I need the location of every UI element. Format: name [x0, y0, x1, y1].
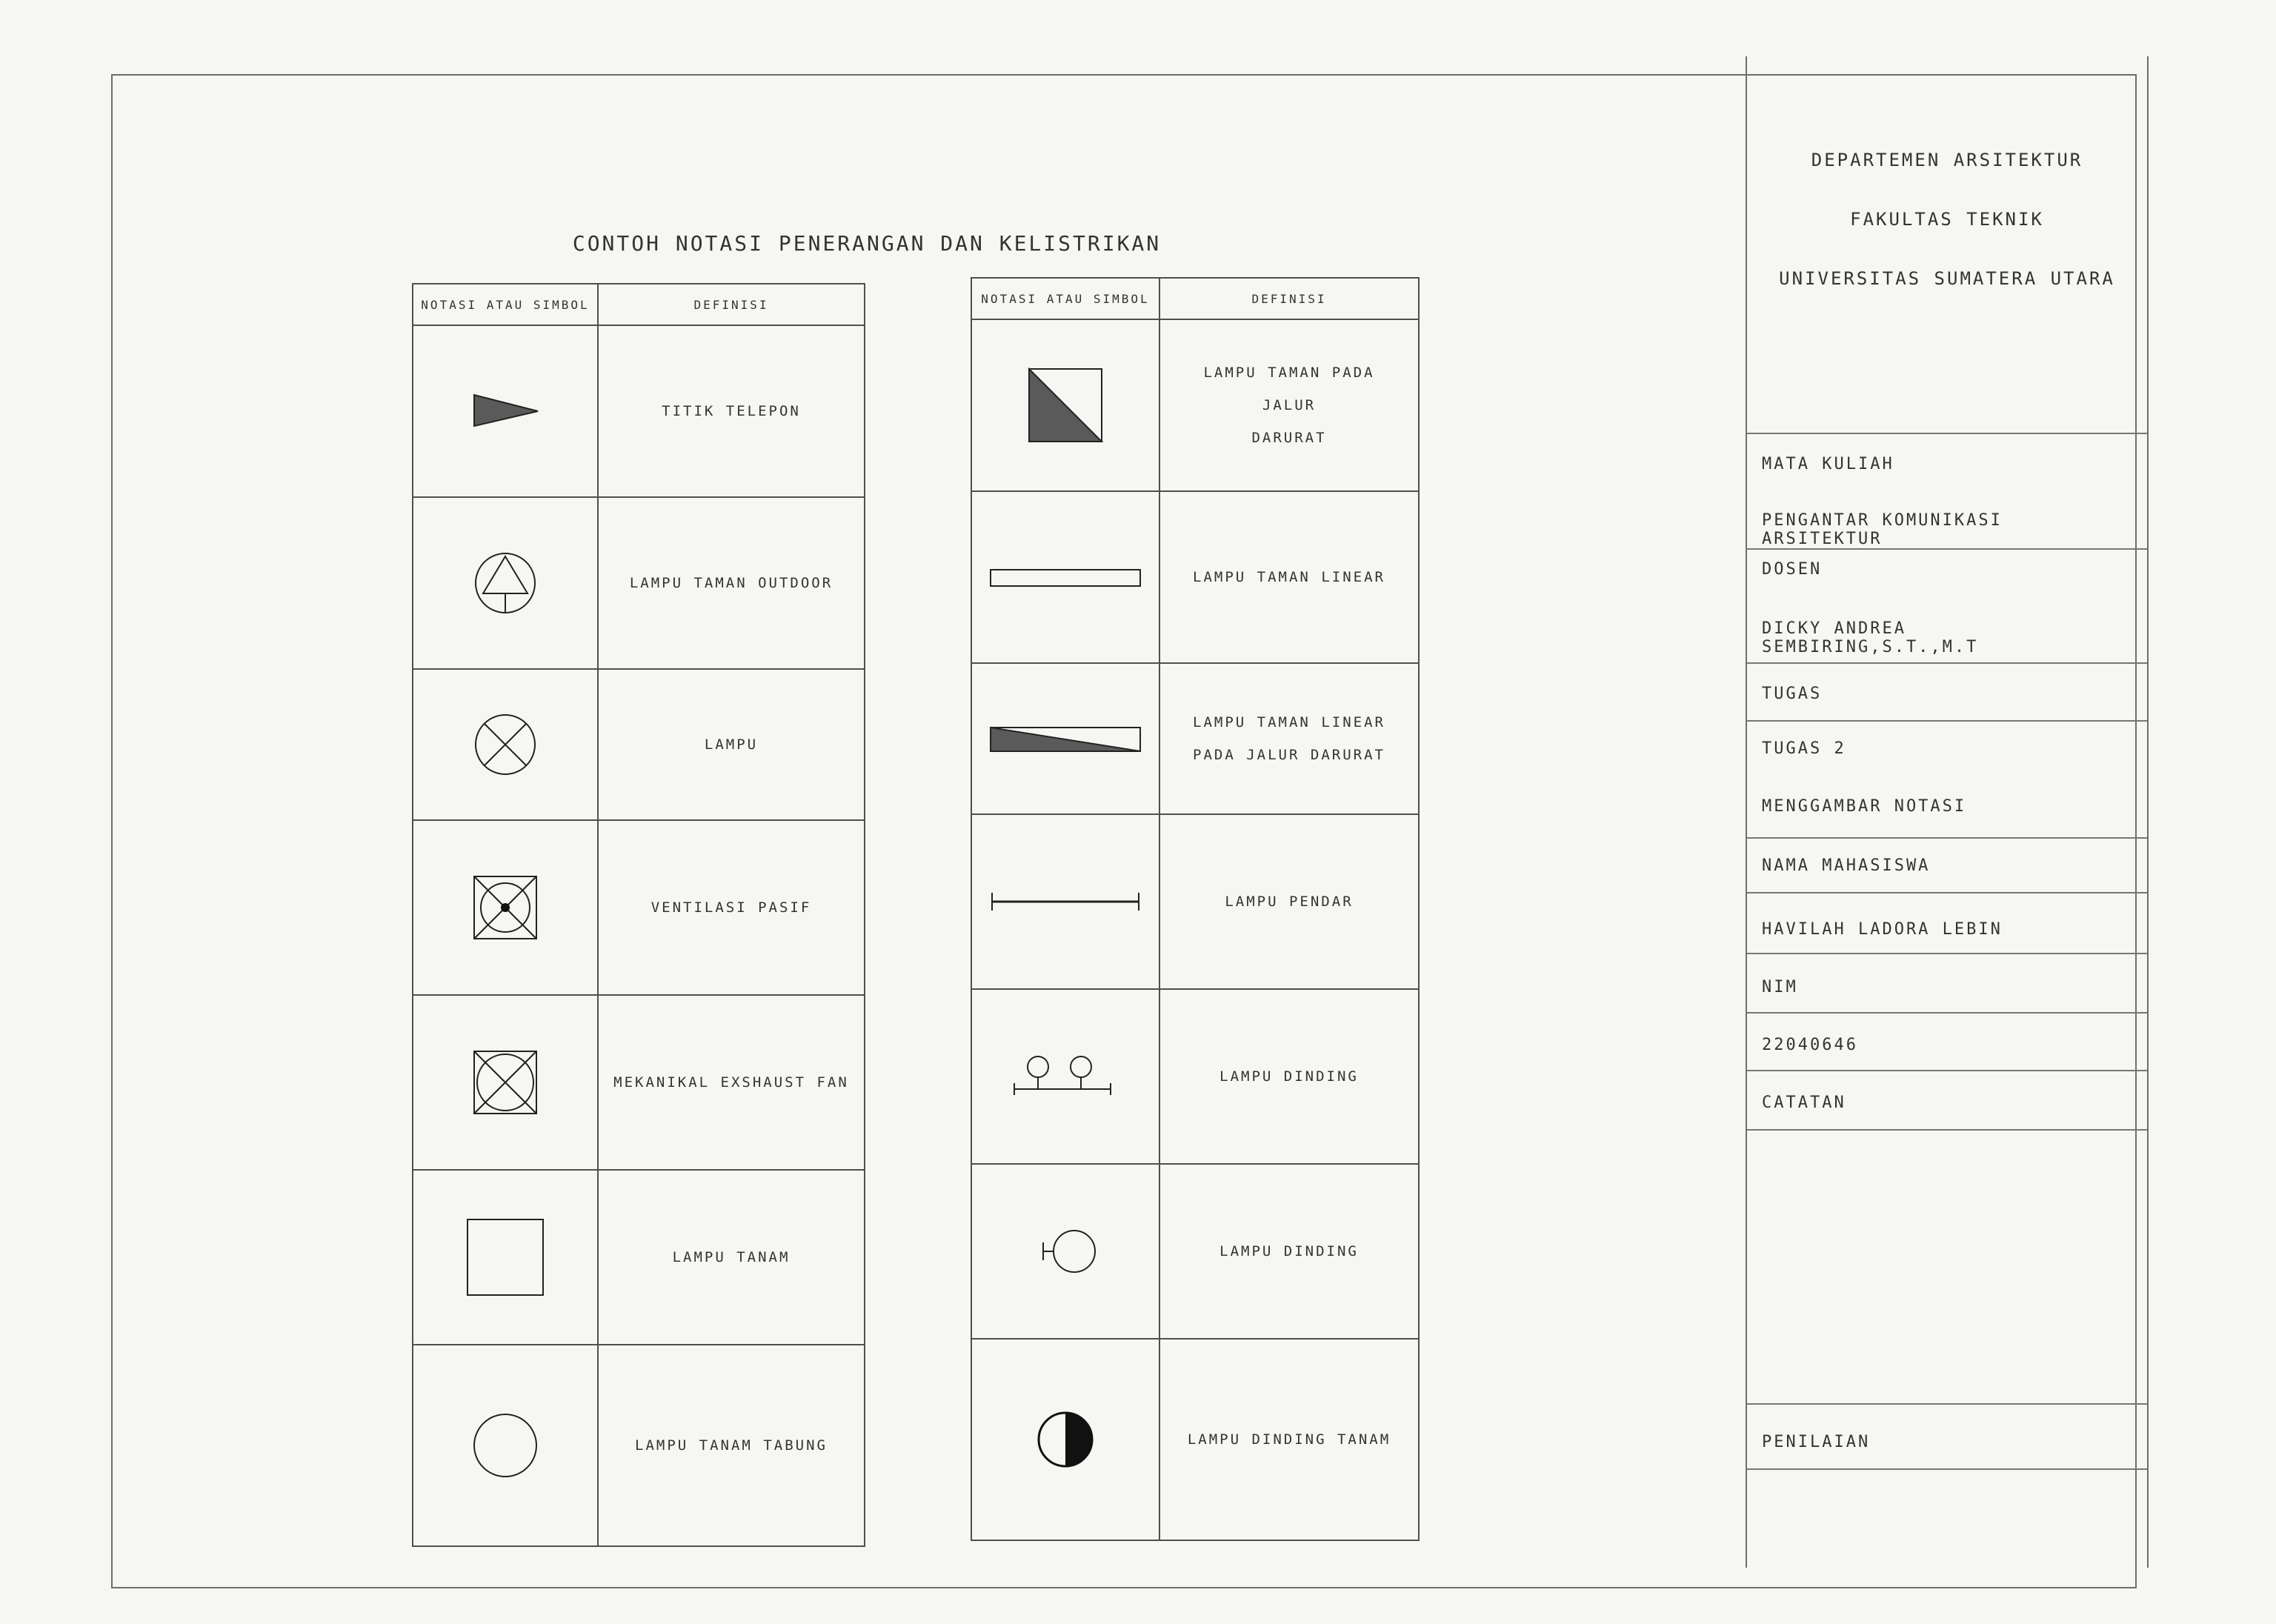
column-header-symbol: NOTASI ATAU SIMBOL [413, 284, 598, 325]
course-label: MATA KULIAH [1762, 455, 1894, 473]
symbol-cell [413, 1170, 598, 1345]
task-value: TUGAS 2 [1762, 739, 1846, 758]
table-row [413, 497, 865, 669]
passive-ventilation-icon [468, 871, 542, 945]
institution-header [1747, 130, 2147, 308]
column-header-symbol: NOTASI ATAU SIMBOL [971, 278, 1159, 319]
nim-label: NIM [1762, 978, 1798, 996]
department-name: DEPARTEMEN ARSITEKTUR [1811, 150, 2083, 170]
divider [1747, 1468, 2147, 1470]
left-symbol-table [412, 283, 865, 1547]
symbol-cell [971, 1339, 1159, 1540]
definition-line: LAMPU DINDING TANAM [1187, 1431, 1391, 1448]
definition-cell [1159, 814, 1419, 989]
definition-line: PADA JALUR DARURAT [1193, 747, 1385, 763]
university-name: UNIVERSITAS SUMATERA UTARA [1779, 268, 2115, 289]
student-label: NAMA MAHASISWA [1762, 856, 1931, 875]
table-row [971, 319, 1419, 491]
definition-cell: TITIK TELEPON [598, 325, 865, 497]
divider [1747, 720, 2147, 722]
lecturer-value: DICKY ANDREA SEMBIRING,S.T.,M.T [1762, 619, 1979, 656]
emergency-garden-lamp-icon [1025, 365, 1106, 446]
definition-cell [1159, 989, 1419, 1164]
table-row [413, 820, 865, 995]
pendant-lamp-icon [988, 887, 1143, 916]
divider [1747, 662, 2147, 664]
symbol-cell [413, 497, 598, 669]
definition-line: LAMPU TAMAN LINEAR [1193, 569, 1385, 585]
table-row [413, 325, 865, 497]
divider [1747, 892, 2147, 893]
table-row [971, 663, 1419, 814]
symbol-cell [413, 1345, 598, 1546]
linear-garden-lamp-icon [988, 562, 1143, 592]
table-row [413, 995, 865, 1170]
wall-lamp-double-icon [1010, 1051, 1121, 1102]
outdoor-garden-lamp-icon [468, 546, 542, 620]
lecturer-label: DOSEN [1762, 560, 1823, 579]
definition-cell [1159, 319, 1419, 491]
symbol-cell [971, 1164, 1159, 1339]
table-row [413, 1345, 865, 1546]
definition-line: LAMPU TAMAN PADA JALUR [1203, 365, 1375, 413]
definition-cell: LAMPU TAMAN OUTDOOR [598, 497, 865, 669]
symbol-cell [971, 663, 1159, 814]
table-row [971, 491, 1419, 663]
definition-line: LAMPU DINDING [1219, 1068, 1359, 1085]
title-block [1746, 56, 2149, 1568]
definition-line: LAMPU DINDING [1219, 1243, 1359, 1259]
divider [1747, 1129, 2147, 1131]
table-row [971, 989, 1419, 1164]
wall-lamp-icon [1028, 1222, 1102, 1281]
recessed-lamp-icon [465, 1217, 546, 1298]
table-row [971, 814, 1419, 989]
definition-cell [1159, 491, 1419, 663]
table-title: CONTOH NOTASI PENERANGAN DAN KELISTRIKAN [572, 231, 1162, 256]
table-header-row [413, 284, 865, 325]
definition-line: DARURAT [1251, 430, 1327, 446]
column-header-definition: DEFINISI [1159, 278, 1419, 319]
definition-line: LAMPU TAMAN LINEAR [1193, 714, 1385, 731]
symbol-cell [971, 814, 1159, 989]
course-value: PENGANTAR KOMUNIKASI ARSITEKTUR [1762, 511, 2003, 548]
divider [1747, 837, 2147, 839]
telephone-point-icon [461, 382, 550, 441]
recessed-wall-lamp-icon [1032, 1406, 1099, 1473]
symbol-cell [413, 325, 598, 497]
definition-line: LAMPU PENDAR [1225, 893, 1354, 910]
definition-cell: LAMPU TANAM [598, 1170, 865, 1345]
symbol-cell [971, 491, 1159, 663]
symbol-cell [413, 820, 598, 995]
symbol-cell [971, 319, 1159, 491]
definition-cell: MEKANIKAL EXSHAUST FAN [598, 995, 865, 1170]
definition-cell: LAMPU TANAM TABUNG [598, 1345, 865, 1546]
notes-label: CATATAN [1762, 1094, 1846, 1112]
definition-cell [1159, 1164, 1419, 1339]
divider [1747, 433, 2147, 434]
definition-cell: LAMPU [598, 669, 865, 820]
divider [1747, 1070, 2147, 1071]
table-row [971, 1164, 1419, 1339]
grade-label: PENILAIAN [1762, 1433, 1871, 1451]
divider [1747, 953, 2147, 954]
tube-recessed-lamp-icon [468, 1408, 542, 1482]
column-header-definition: DEFINISI [598, 284, 865, 325]
task-label: TUGAS [1762, 685, 1823, 703]
divider [1747, 1403, 2147, 1405]
student-value: HAVILAH LADORA LEBIN [1762, 920, 2003, 939]
symbol-cell [971, 989, 1159, 1164]
right-symbol-table [971, 277, 1420, 1541]
symbol-cell [413, 669, 598, 820]
nim-value: 22040646 [1762, 1036, 1858, 1054]
divider [1747, 1012, 2147, 1014]
table-row [413, 1170, 865, 1345]
definition-cell [1159, 1339, 1419, 1540]
table-row [971, 1339, 1419, 1540]
divider [1747, 548, 2147, 550]
exhaust-fan-icon [468, 1045, 542, 1119]
table-row [413, 669, 865, 820]
table-header-row [971, 278, 1419, 319]
definition-cell [1159, 663, 1419, 814]
task-description: MENGGAMBAR NOTASI [1762, 797, 1967, 816]
symbol-cell [413, 995, 598, 1170]
emergency-linear-garden-lamp-icon [988, 720, 1143, 757]
faculty-name: FAKULTAS TEKNIK [1850, 209, 2044, 230]
lamp-icon [468, 708, 542, 782]
definition-cell: VENTILASI PASIF [598, 820, 865, 995]
